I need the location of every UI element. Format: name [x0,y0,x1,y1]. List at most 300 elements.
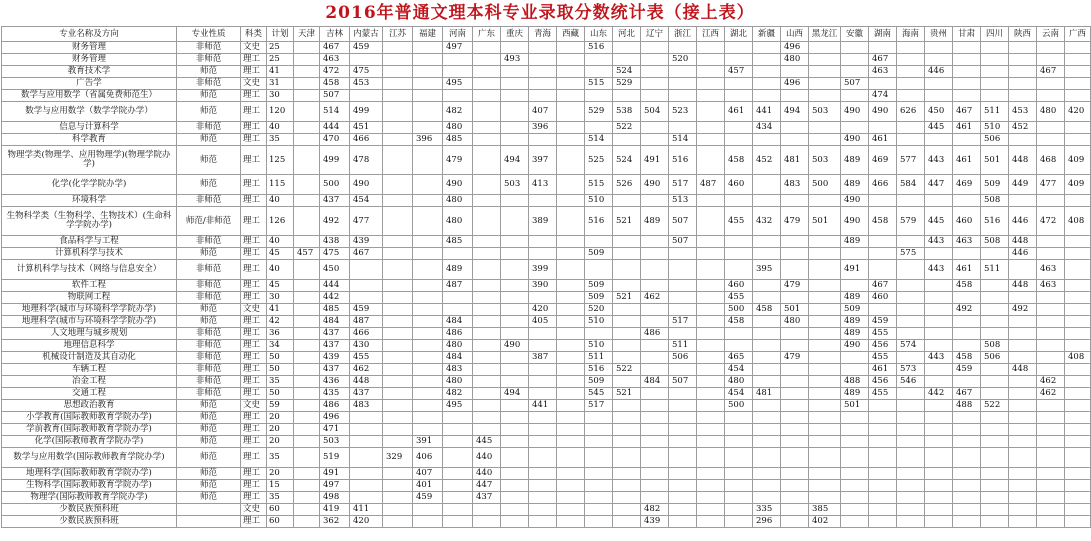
score-cell [781,436,809,448]
category-cell: 文史 [241,504,267,516]
score-cell [925,400,953,412]
score-cell: 390 [529,280,557,292]
score-cell [981,66,1009,78]
score-cell: 480 [781,54,809,66]
score-cell [1065,195,1091,207]
score-cell [501,436,529,448]
score-cell [294,448,320,468]
category-cell: 理工 [241,376,267,388]
major-nature-cell: 师范 [177,316,241,328]
score-cell [809,280,841,292]
score-cell: 490 [841,340,869,352]
score-cell [669,248,697,260]
score-cell [925,492,953,504]
score-cell [443,480,473,492]
table-row [2,248,1091,260]
score-cell [613,424,641,436]
score-cell [529,54,557,66]
score-cell: 458 [953,352,981,364]
score-cell [725,122,753,134]
category-cell: 理工 [241,260,267,280]
score-cell [383,516,413,528]
score-cell: 509 [981,175,1009,195]
score-cell [383,102,413,122]
score-cell [1065,292,1091,304]
score-cell [925,328,953,340]
score-cell [897,78,925,90]
score-cell [697,364,725,376]
score-cell [641,388,669,400]
score-cell [1065,448,1091,468]
score-cell [294,412,320,424]
score-cell [725,78,753,90]
score-cell [697,90,725,102]
score-cell [753,468,781,480]
column-header: 青海 [529,27,557,42]
score-cell: 484 [443,316,473,328]
score-cell [869,42,897,54]
score-cell: 460 [953,207,981,236]
score-cell [641,66,669,78]
score-cell [294,146,320,175]
score-cell [841,448,869,468]
score-cell [809,134,841,146]
score-cell: 437 [320,364,350,376]
score-cell [781,328,809,340]
score-cell: 432 [753,207,781,236]
score-cell [557,424,585,436]
score-cell [613,236,641,248]
major-name-cell: 数学与应用数学(国际教师教育学院办学) [2,448,177,468]
score-cell: 409 [1065,146,1091,175]
score-cell: 452 [753,146,781,175]
score-cell [294,207,320,236]
score-cell: 445 [925,122,953,134]
score-cell [1009,340,1037,352]
score-cell [350,412,383,424]
score-cell [641,400,669,412]
score-cell: 482 [443,102,473,122]
score-cell [383,480,413,492]
score-cell: 520 [669,54,697,66]
major-name-cell: 广告学 [2,78,177,90]
score-cell: 489 [841,388,869,400]
score-cell [443,424,473,436]
score-cell: 402 [809,516,841,528]
plan-cell: 35 [267,448,294,468]
score-cell [641,448,669,468]
category-cell: 理工 [241,352,267,364]
score-cell: 479 [781,207,809,236]
score-cell [1065,436,1091,448]
score-cell [869,304,897,316]
column-header: 黑龙江 [809,27,841,42]
score-cell [841,468,869,480]
score-cell [473,66,501,78]
score-cell [557,516,585,528]
score-cell [473,248,501,260]
score-cell [669,400,697,412]
score-cell: 487 [443,280,473,292]
score-cell: 492 [953,304,981,316]
score-cell [697,102,725,122]
score-cell: 503 [809,102,841,122]
major-name-cell: 地理科学(城市与环境科学学院办学) [2,316,177,328]
score-cell [350,448,383,468]
score-cell [753,292,781,304]
score-cell [294,364,320,376]
score-cell [613,400,641,412]
score-cell: 413 [529,175,557,195]
score-cell [897,480,925,492]
score-cell [725,412,753,424]
score-cell [1065,468,1091,480]
score-cell [443,412,473,424]
score-cell [1065,316,1091,328]
score-cell [501,207,529,236]
column-header: 贵州 [925,27,953,42]
score-cell: 545 [585,388,613,400]
score-cell: 480 [443,207,473,236]
score-cell [1009,66,1037,78]
score-cell [869,436,897,448]
major-nature-cell: 师范 [177,468,241,480]
score-cell [981,316,1009,328]
plan-cell: 126 [267,207,294,236]
score-cell [669,492,697,504]
score-cell: 436 [320,376,350,388]
score-cell [1037,400,1065,412]
score-cell [897,424,925,436]
score-cell [897,122,925,134]
table-row [2,134,1091,146]
score-cell: 395 [753,260,781,280]
score-cell [613,340,641,352]
score-cell [809,260,841,280]
score-cell [529,424,557,436]
score-cell [529,436,557,448]
category-cell: 理工 [241,412,267,424]
table-row [2,516,1091,528]
score-cell [897,316,925,328]
plan-cell: 115 [267,175,294,195]
plan-cell: 59 [267,400,294,412]
score-cell [613,448,641,468]
score-cell [641,134,669,146]
score-cell [641,78,669,90]
score-cell: 467 [350,248,383,260]
score-cell [585,480,613,492]
score-cell [897,328,925,340]
score-cell: 516 [585,42,613,54]
score-cell [1065,304,1091,316]
score-cell: 494 [501,146,529,175]
score-cell [841,436,869,448]
score-cell: 409 [1065,175,1091,195]
score-cell: 488 [953,400,981,412]
score-cell: 514 [320,102,350,122]
score-cell [897,280,925,292]
score-cell [473,146,501,175]
major-nature-cell: 师范 [177,175,241,195]
score-cell: 490 [641,175,669,195]
score-cell [1065,412,1091,424]
score-cell [529,78,557,90]
score-cell: 484 [641,376,669,388]
table-row [2,280,1091,292]
score-cell [501,236,529,248]
score-cell [294,516,320,528]
score-cell [697,248,725,260]
score-cell [557,146,585,175]
major-nature-cell: 非师范 [177,260,241,280]
score-cell [925,280,953,292]
score-cell [925,516,953,528]
score-cell [1065,260,1091,280]
score-cell [557,122,585,134]
score-cell [613,328,641,340]
score-cell: 362 [320,516,350,528]
score-cell [841,480,869,492]
score-cell: 486 [320,400,350,412]
score-cell [753,340,781,352]
score-cell [383,146,413,175]
plan-cell: 42 [267,316,294,328]
column-header: 云南 [1037,27,1065,42]
major-name-cell: 思想政治教育 [2,400,177,412]
score-cell [641,492,669,504]
score-cell [473,90,501,102]
score-cell [501,134,529,146]
score-cell [641,195,669,207]
score-cell [809,480,841,492]
score-cell [809,66,841,78]
score-cell [841,90,869,102]
score-cell [443,90,473,102]
score-cell: 430 [350,340,383,352]
score-cell: 479 [781,352,809,364]
score-cell [473,122,501,134]
table-row [2,66,1091,78]
score-cell [501,376,529,388]
score-cell [613,280,641,292]
score-cell [925,424,953,436]
score-cell [585,448,613,468]
score-cell: 511 [585,352,613,364]
score-cell [725,448,753,468]
score-cell [753,195,781,207]
score-cell [1065,78,1091,90]
score-cell [557,436,585,448]
score-cell [473,328,501,340]
score-cell: 494 [501,388,529,400]
score-cell [925,376,953,388]
score-cell: 500 [725,304,753,316]
score-cell: 508 [981,236,1009,248]
score-cell [697,236,725,248]
score-cell [473,175,501,195]
score-cell [841,516,869,528]
score-cell [501,90,529,102]
score-cell [613,42,641,54]
score-cell: 462 [1037,376,1065,388]
score-cell: 396 [413,134,443,146]
score-cell [413,412,443,424]
score-cell [809,468,841,480]
column-header: 江苏 [383,27,413,42]
score-cell [613,195,641,207]
major-name-cell: 物理学(国际教师教育学院办学) [2,492,177,504]
score-cell: 459 [953,364,981,376]
score-cell [897,468,925,480]
score-cell [869,424,897,436]
score-cell [383,412,413,424]
major-nature-cell: 非师范 [177,236,241,248]
table-row [2,436,1091,448]
score-cell: 439 [320,352,350,364]
column-header: 广西 [1065,27,1091,42]
category-cell: 理工 [241,492,267,504]
major-name-cell: 化学(国际教师教育学院办学) [2,436,177,448]
score-cell [641,468,669,480]
score-cell: 480 [443,376,473,388]
score-cell [925,248,953,260]
score-cell [383,436,413,448]
score-cell [641,304,669,316]
score-cell [383,492,413,504]
column-header: 湖南 [869,27,897,42]
score-cell [501,448,529,468]
score-cell [557,316,585,328]
score-cell [473,195,501,207]
score-cell [841,122,869,134]
score-cell [753,175,781,195]
score-cell: 474 [869,90,897,102]
score-cell [641,424,669,436]
score-cell: 517 [585,400,613,412]
column-header: 吉林 [320,27,350,42]
table-row [2,304,1091,316]
score-cell [809,388,841,400]
score-cell [953,412,981,424]
score-cell [697,516,725,528]
score-cell [725,436,753,448]
score-cell [1065,388,1091,400]
score-cell [529,195,557,207]
score-cell [1037,292,1065,304]
score-cell: 446 [1009,207,1037,236]
column-header: 天津 [294,27,320,42]
score-cell [1037,122,1065,134]
score-cell [953,340,981,352]
score-cell [501,304,529,316]
score-cell: 500 [320,175,350,195]
score-cell [841,280,869,292]
score-cell [669,42,697,54]
score-cell [413,364,443,376]
score-cell [501,504,529,516]
score-cell: 439 [641,516,669,528]
major-name-cell: 信息与计算科学 [2,122,177,134]
score-cell: 453 [350,78,383,90]
category-cell: 理工 [241,175,267,195]
score-cell [413,66,443,78]
score-cell [697,54,725,66]
score-cell: 437 [320,328,350,340]
score-cell [1037,364,1065,376]
score-cell: 522 [981,400,1009,412]
column-header: 山西 [781,27,809,42]
score-cell [383,134,413,146]
score-cell: 461 [953,146,981,175]
score-cell: 521 [613,207,641,236]
score-cell: 467 [953,388,981,400]
score-cell [753,280,781,292]
score-cell [669,504,697,516]
score-cell [641,480,669,492]
score-cell [781,424,809,436]
score-cell: 503 [501,175,529,195]
score-cell: 481 [753,388,781,400]
score-cell [925,316,953,328]
score-cell [781,412,809,424]
admission-score-table [1,26,1091,528]
score-cell [781,516,809,528]
score-cell: 522 [613,364,641,376]
score-cell [473,54,501,66]
score-cell [585,90,613,102]
score-cell: 437 [320,195,350,207]
score-cell: 490 [869,102,897,122]
score-cell: 406 [413,448,443,468]
table-row [2,207,1091,236]
major-nature-cell: 非师范 [177,78,241,90]
score-cell: 468 [1037,146,1065,175]
score-cell [953,504,981,516]
score-cell [953,516,981,528]
score-cell [1009,352,1037,364]
score-cell [383,468,413,480]
score-cell: 443 [925,236,953,248]
score-cell [413,304,443,316]
category-cell: 理工 [241,236,267,248]
column-header: 专业名称及方向 [2,27,177,42]
score-cell: 480 [781,316,809,328]
score-cell [1065,134,1091,146]
score-cell [1037,480,1065,492]
score-cell [669,122,697,134]
score-cell: 516 [585,364,613,376]
plan-cell: 15 [267,480,294,492]
score-cell: 519 [320,448,350,468]
score-cell [473,516,501,528]
major-nature-cell: 师范 [177,248,241,260]
score-cell: 513 [669,195,697,207]
score-cell [925,42,953,54]
header-row [2,27,1091,42]
score-cell [669,304,697,316]
score-cell: 489 [841,146,869,175]
score-cell [925,54,953,66]
score-cell: 489 [443,260,473,280]
score-cell [529,42,557,54]
major-name-cell: 机械设计制造及其自动化 [2,352,177,364]
score-cell [350,90,383,102]
score-cell: 516 [585,207,613,236]
score-cell: 441 [529,400,557,412]
score-cell: 459 [350,42,383,54]
major-name-cell: 化学(化学学院办学) [2,175,177,195]
